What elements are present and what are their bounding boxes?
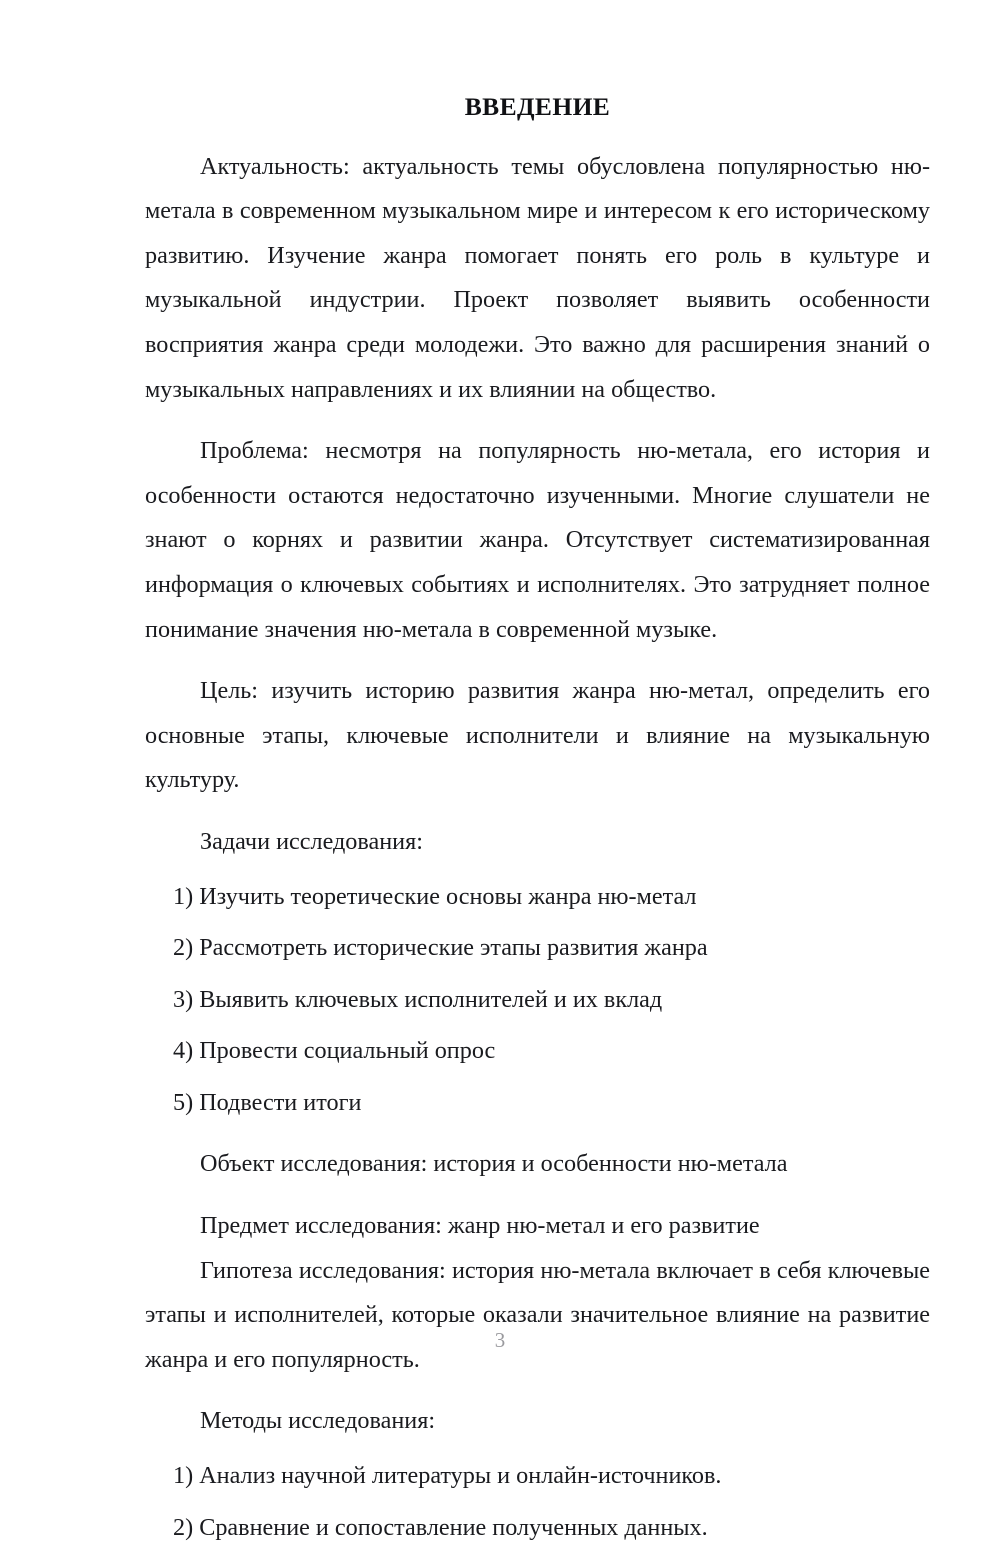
paragraph-goal: Цель: изучить историю развития жанра ню-метал, определить его основные этапы, ключевые исполнители и влияние на музыкальную культуру. [145, 677, 930, 794]
paragraph-relevance: Актуальность: актуальность темы обусловлена популярностью ню-метала в современном музыкальном мире и интересом к его историческому развитию. Изучение жанра помогает понять его роль в культуре и музыкальной индустрии. Проект позволяет выявить особенности восприятия жанра среди молодежи. Это важно для расширения знаний о музыкальных направлениях и их влиянии на общество. [145, 152, 930, 403]
heading-tasks: Задачи исследования: [200, 827, 423, 855]
paragraph-problem: Проблема: несмотря на популярность ню-метала, его история и особенности остаются недостаточно изученными. Многие слушатели не знают о корнях и развитии жанра. Отсутствует систематизированная информация о ключевых событиях и исполнителях. Это затрудняет полное понимание значения ню-метала в современной музыке. [145, 437, 930, 643]
list-item: 2) Рассмотреть исторические этапы развития жанра [173, 934, 708, 962]
heading-methods: Методы исследования: [200, 1407, 436, 1435]
tasks-list [145, 875, 930, 1126]
list-item: 4) Провести социальный опрос [173, 1037, 496, 1065]
page-number: 3 [494, 1328, 506, 1352]
methods-list [145, 1454, 930, 1550]
list-item: 5) Подвести итоги [173, 1088, 362, 1116]
list-item: 3) Выявить ключевых исполнителей и их вклад [173, 985, 663, 1013]
page-content [145, 0, 930, 1550]
list-item: 2) Сравнение и сопоставление полученных данных. [173, 1513, 708, 1541]
list-item: 1) Анализ научной литературы и онлайн-источников. [173, 1462, 722, 1490]
list-item: 1) Изучить теоретические основы жанра ню-метал [173, 882, 697, 910]
paragraph-object: Объект исследования: история и особенности ню-метала [200, 1150, 788, 1178]
paragraph-subject: Предмет исследования: жанр ню-метал и его развитие [200, 1212, 760, 1240]
paragraph-hypothesis: Гипотеза исследования: история ню-метала включает в себя ключевые этапы и исполнителей, которые оказали значительное влияние на развитие жанра и его популярность. [145, 1256, 930, 1373]
page-title: ВВЕДЕНИЕ [464, 92, 611, 121]
